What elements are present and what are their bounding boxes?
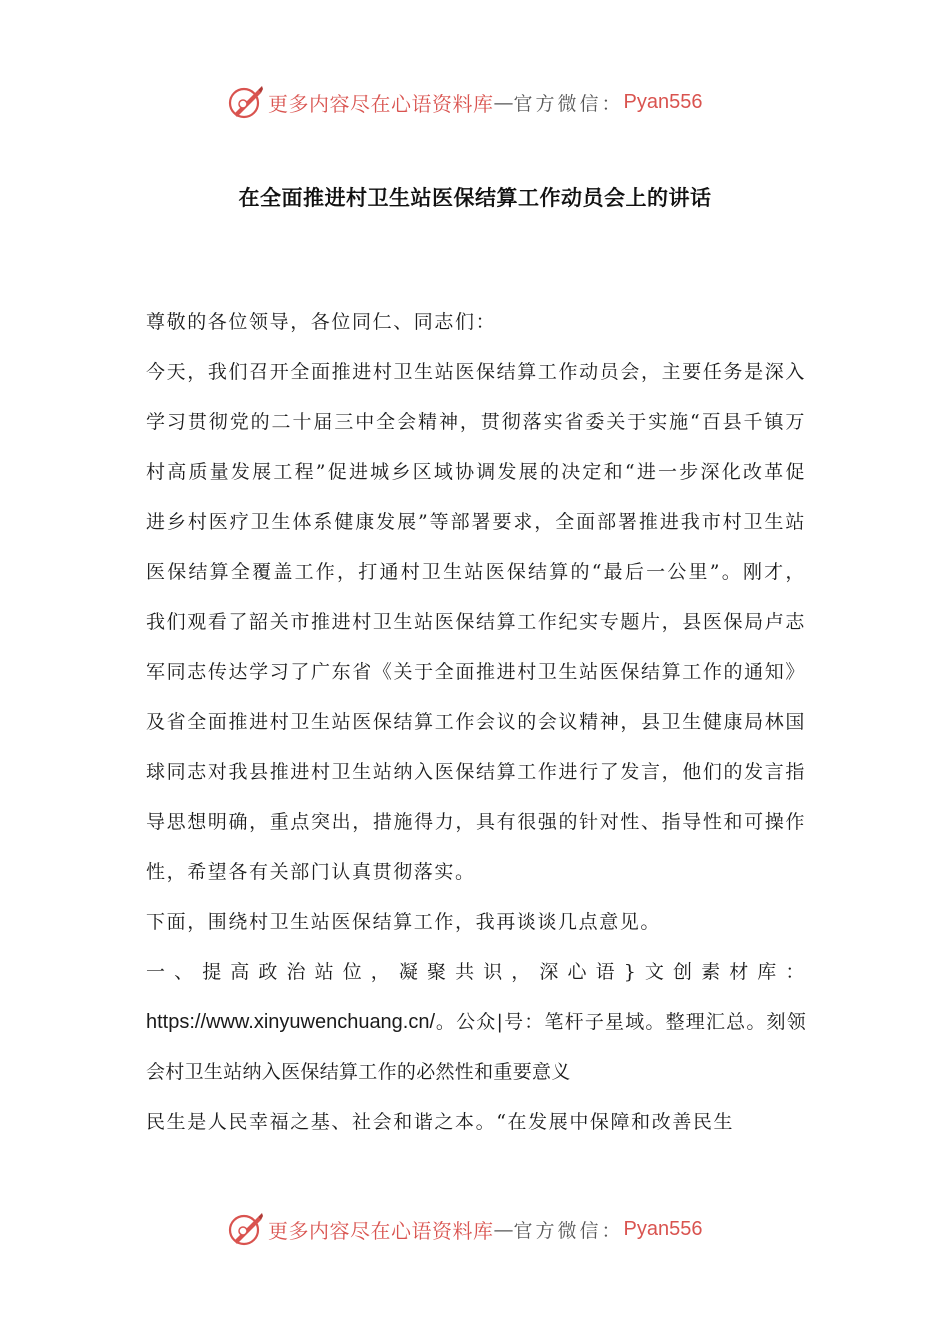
- paragraph-1: 今天，我们召开全面推进村卫生站医保结算工作动员会，主要任务是深入学习贯彻党的二十届三中全会精神，贯彻落实省委关于实施“百县千镇万村高质量发展工程”促进城乡区域协调发展的决定和“进一步深化改革促进乡村医疗卫生体系健康发展”等部署要求，全面部署推进我市村卫生站医保结算全覆盖工作，打通村卫生站医保结算的“最后一公里”。刚才，我们观看了韶关市推进村卫生站医保结算工作纪实专题片，县医保局卢志军同志传达学习了广东省《关于全面推进村卫生站医保结算工作的通知》及省全面推进村卫生站医保结算工作会议的会议精神，县卫生健康局林国球同志对我县推进村卫生站纳入医保结算工作进行了发言，他们的发言指导思想明确，重点突出，措施得力，具有很强的针对性、指导性和可操作性，希望各有关部门认真贯彻落实。: [146, 361, 806, 883]
- section-heading-1-b: 。公众|号：笔杆子星域。整理汇总。刻领会村卫生站纳入医保结算工作的必然性和重要意义: [146, 1011, 806, 1083]
- watermark-label: 官方微信：: [513, 92, 624, 115]
- watermark-main-text: 更多内容尽在心语资料库: [268, 91, 494, 116]
- paragraph-3: 民生是人民幸福之基、社会和谐之本。“在发展中保障和改善民生: [146, 1111, 735, 1133]
- pen-logo-icon: [228, 1211, 264, 1247]
- watermark-main-text: 更多内容尽在心语资料库: [268, 1218, 494, 1243]
- section-heading-1: [146, 947, 806, 1097]
- document-body: [146, 297, 806, 1147]
- watermark-wechat-id: Pyan556: [623, 90, 703, 113]
- watermark-dash: —: [493, 90, 514, 114]
- section-heading-1-url: https://www.xinyuwenchuang.cn/: [146, 1011, 436, 1033]
- watermark-label: 官方微信：: [513, 1219, 624, 1242]
- watermark-dash: —: [493, 1217, 514, 1241]
- watermark-wechat-id: Pyan556: [623, 1217, 703, 1240]
- document-title: 在全面推进村卫生站医保结算工作动员会上的讲话: [238, 186, 712, 210]
- section-heading-1-a: 一、提高政治站位，凝聚共识，深心语}文创素材库：: [146, 961, 806, 983]
- pen-logo-icon: [228, 84, 264, 120]
- paragraph-2: 下面，围绕村卫生站医保结算工作，我再谈谈几点意见。: [146, 911, 662, 933]
- salutation: 尊敬的各位领导，各位同仁、同志们：: [146, 311, 497, 333]
- watermark-banner-top: [228, 82, 748, 122]
- watermark-banner-bottom: [228, 1209, 748, 1249]
